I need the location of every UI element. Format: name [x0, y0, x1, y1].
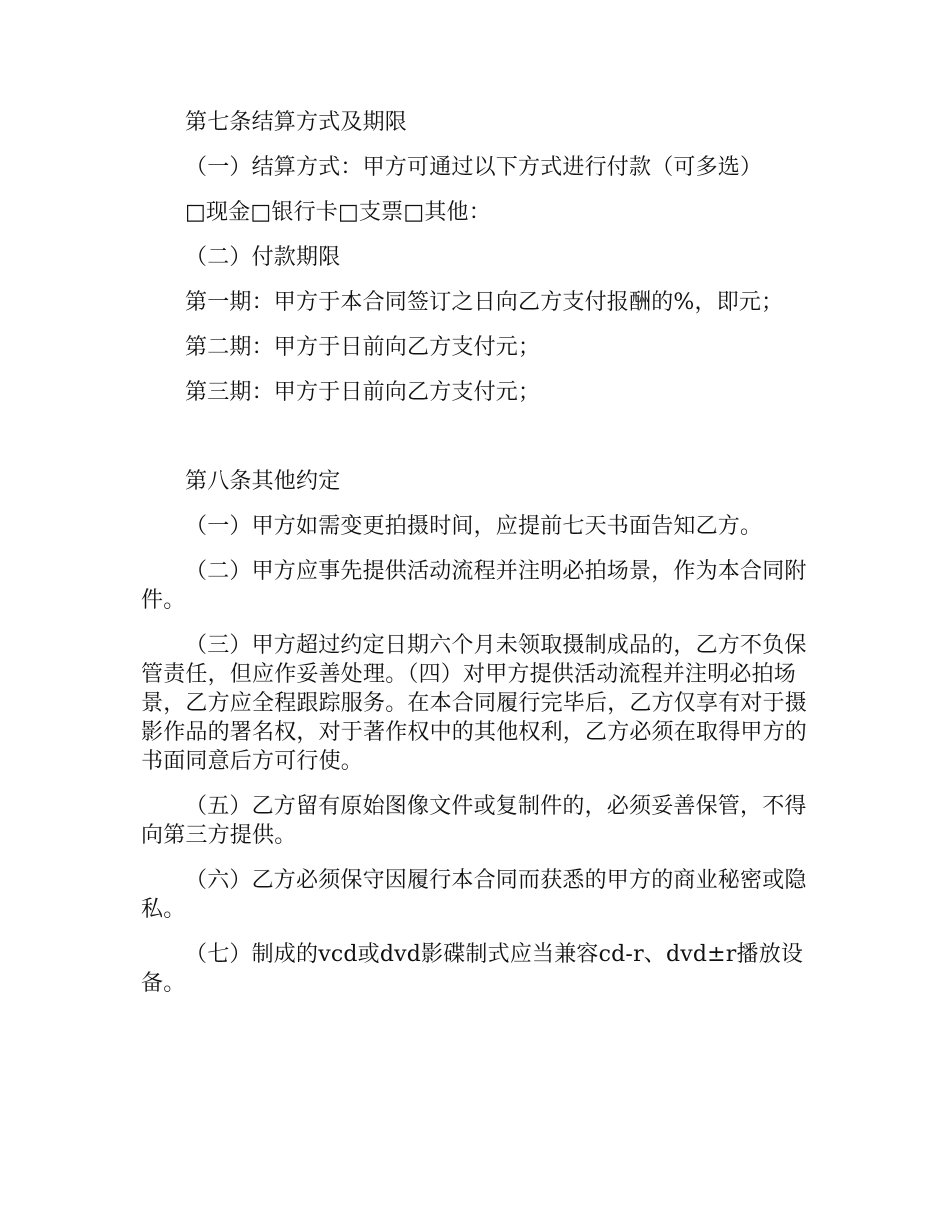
phase-1-paragraph: 第一期：甲方于本合同签订之日向乙方支付报酬的%，即元；: [185, 290, 784, 315]
payment-term-paragraph: （二）付款期限: [185, 245, 341, 270]
phase-3-paragraph: 第三期：甲方于日前向乙方支付元；: [185, 380, 541, 405]
document-page: [141, 108, 827, 998]
article-7-heading: 第七条结算方式及期限: [185, 110, 408, 135]
phase-2-paragraph: 第二期：甲方于日前向乙方支付元；: [185, 335, 541, 360]
article-8-item-5: （五）乙方留有原始图像文件或复制件的，必须妥善保管，不得向第三方提供。: [141, 794, 807, 848]
article-8-item-7: （七）制成的vcd或dvd影碟制式应当兼容cd-r、dvd±r播放设备。: [141, 942, 804, 996]
article-8-section: [141, 467, 827, 998]
article-8-item-3: （三）甲方超过约定日期六个月未领取摄制成品的，乙方不负保管责任，但应作妥善处理。（四）对甲方提供活动流程并注明必拍场景，乙方应全程跟踪服务。在本合同履行完毕后，乙方仅享有对于摄影作品的署名权，对于著作权中的其他权利，乙方必须在取得甲方的书面同意后方可行使。: [141, 633, 808, 774]
article-7-section: [141, 108, 827, 407]
payment-method-paragraph: （一）结算方式：甲方可通过以下方式进行付款（可多选）: [185, 155, 763, 180]
article-8-heading: 第八条其他约定: [185, 469, 341, 494]
article-8-item-2: （二）甲方应事先提供活动流程并注明必拍场景，作为本合同附件。: [141, 559, 807, 613]
payment-options-line: □现金□银行卡□支票□其他：: [185, 200, 491, 225]
article-8-item-6: （六）乙方必须保守因履行本合同而获悉的甲方的商业秘密或隐私。: [141, 868, 807, 922]
article-8-item-1: （一）甲方如需变更拍摄时间，应提前七天书面告知乙方。: [185, 514, 763, 539]
